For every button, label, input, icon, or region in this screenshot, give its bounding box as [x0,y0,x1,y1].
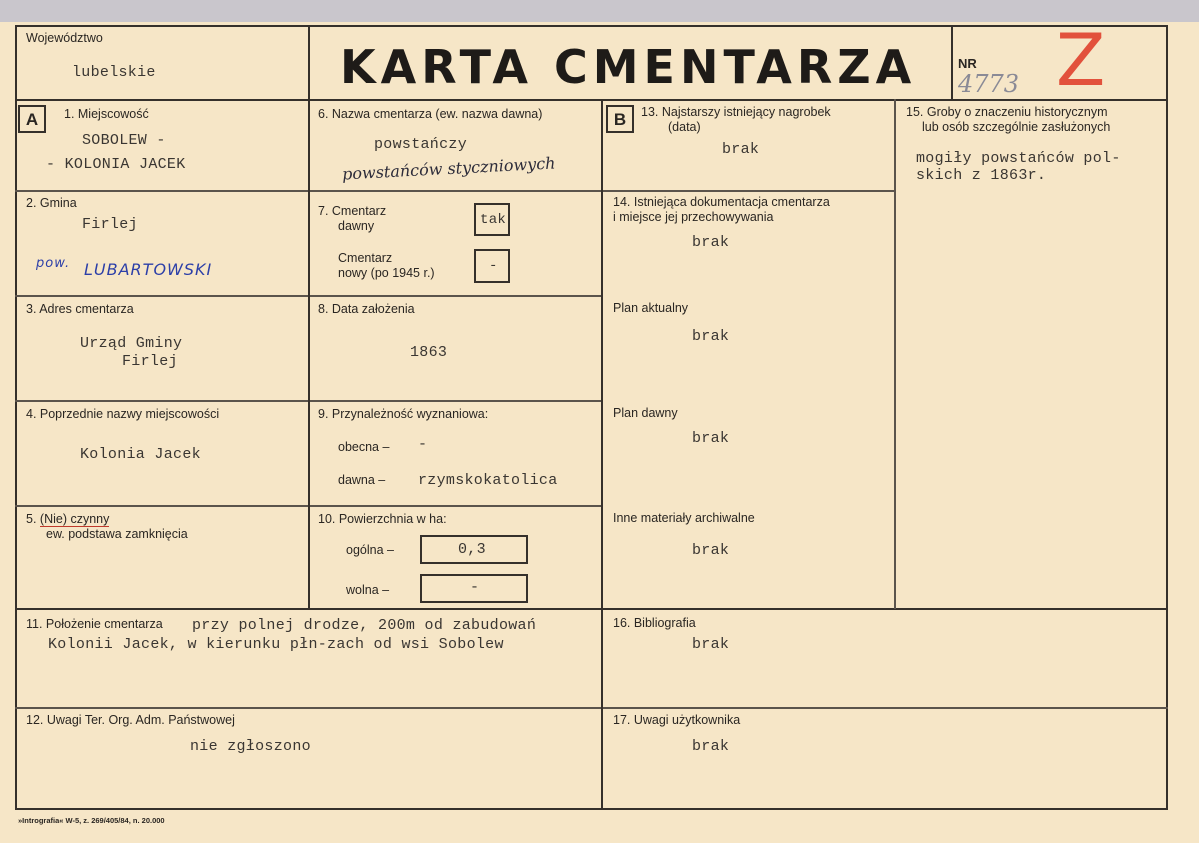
field-15-label1: 15. Groby o znaczeniu historycznym [906,105,1108,119]
ogolna-value: 0,3 [458,541,486,558]
field-3-line1: Urząd Gminy [80,335,183,352]
field-11-label: 11. Położenie cmentarza [26,617,163,631]
field-16-value: brak [692,636,730,653]
field-6-handwritten: powstańców styczniowych [341,153,556,184]
county-prefix: pow. [36,256,71,271]
field-10-label: 10. Powierzchnia w ha: [318,512,447,526]
dawny-value: tak [480,212,507,228]
field-9-label: 9. Przynależność wyznaniowa: [318,407,489,421]
field-13-value: brak [722,141,760,158]
nr-value: 4773 [958,70,1020,98]
field-5-czynny: czynny [67,512,110,526]
field-7-dawny-label2: dawny [338,219,375,233]
divider [15,190,309,192]
obecna-label: obecna – [338,440,390,454]
field-1-label: 1. Miejscowość [64,107,149,121]
nr-label: NR [958,56,977,71]
field-8-value: 1863 [410,344,448,361]
page-title: KARTA CMENTARZA [340,40,917,94]
field-13-label2: (data) [668,120,701,134]
field-14-label2: i miejsce jej przechowywania [613,210,774,224]
scan-top-strip [0,0,1199,22]
field-15-label2: lub osób szczególnie zasłużonych [922,120,1111,134]
field-14-label1: 14. Istniejąca dokumentacja cmentarza [613,195,830,209]
column-divider [951,25,953,100]
field-1-line2: - KOLONIA JACEK [46,156,186,173]
header-divider [15,99,1168,101]
wolna-label: wolna – [346,583,390,597]
plan-aktualny-value: brak [692,328,730,345]
field-11-line2: Kolonii Jacek, w kierunku płn-zach od wsi Sobolew [48,636,504,653]
field-4-label: 4. Poprzednie nazwy miejscowości [26,407,220,421]
plan-dawny-label: Plan dawny [613,406,678,420]
field-15-line2: skich z 1863r. [916,167,1047,184]
field-15-line1: mogiły powstańców pol- [916,150,1121,167]
column-divider [894,99,896,609]
nowy-box [474,249,510,283]
field-12-value: nie zgłoszono [190,738,311,755]
nowy-value: - [489,258,498,274]
field-16-label: 16. Bibliografia [613,616,696,630]
dawna-value: rzymskokatolica [418,472,558,489]
plan-aktualny-label: Plan aktualny [613,301,689,315]
field-5-sublabel: ew. podstawa zamknięcia [46,527,188,541]
obecna-value: - [418,436,428,453]
section-a-box: A [18,105,46,133]
field-5-nie: (Nie) [39,512,67,526]
divider [15,707,1168,709]
inne-value: brak [692,542,730,559]
printer-footer: »Intrografia« W-5, z. 269/405/84, n. 20.000 [18,816,165,825]
column-divider [601,99,603,808]
field-2-label: 2. Gmina [26,196,77,210]
field-11-line1: przy polnej drodze, 200m od zabudowań [192,617,537,634]
dawny-box [474,203,510,236]
field-6-typed: powstańczy [374,136,468,153]
divider [15,608,1168,610]
field-17-value: brak [692,738,730,755]
ogolna-box [420,535,528,564]
divider [309,190,602,192]
field-4-value: Kolonia Jacek [80,446,201,463]
field-14-value: brak [692,234,730,251]
field-17-label: 17. Uwagi użytkownika [613,713,741,727]
field-2-value: Firlej [82,216,138,233]
field-1-line1: SOBOLEW - [82,132,166,149]
red-z-mark: Z [1056,18,1106,102]
wolna-box [420,574,528,603]
field-3-label: 3. Adres cmentarza [26,302,134,316]
voivodeship-value: lubelskie [72,64,156,81]
cemetery-card [0,18,1199,843]
inne-label: Inne materiały archiwalne [613,511,755,525]
field-13-label1: 13. Najstarszy istniejący nagrobek [641,105,831,119]
section-b-box: B [606,105,634,133]
field-7-dawny-label1: 7. Cmentarz [318,204,387,218]
field-7-nowy-label1: Cmentarz [338,251,393,265]
field-3-line2: Firlej [122,353,178,370]
wolna-value: - [470,579,480,596]
column-divider [308,25,310,608]
field-5-label: 5. (Nie) czynny [26,512,110,526]
voivodeship-label: Województwo [26,31,103,45]
plan-dawny-value: brak [692,430,730,447]
dawna-label: dawna – [338,473,386,487]
field-7-nowy-label2: nowy (po 1945 r.) [338,266,435,280]
divider [602,190,894,192]
field-6-label: 6. Nazwa cmentarza (ew. nazwa dawna) [318,107,543,121]
field-8-label: 8. Data założenia [318,302,415,316]
field-12-label: 12. Uwagi Ter. Org. Adm. Państwowej [26,713,235,727]
ogolna-label: ogólna – [346,543,394,557]
county-value: LUBARTOWSKI [84,260,213,279]
